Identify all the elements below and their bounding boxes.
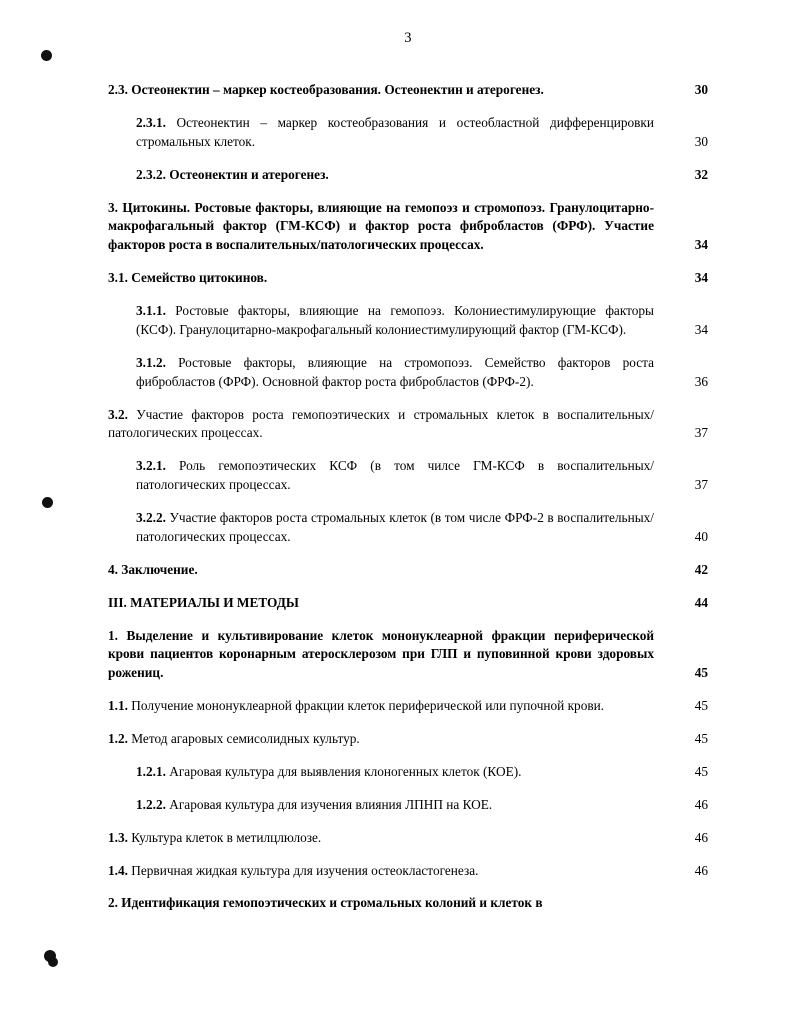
- toc-entry-number: 1.1.: [108, 698, 128, 714]
- toc-entry-title: 1.2.1. Агаровая культура для выявления клоногенных клеток (КОЕ).: [136, 763, 522, 779]
- toc-entry-page: 42: [694, 561, 708, 577]
- toc-entry-number: 3.1.2.: [136, 354, 166, 370]
- toc-entry-title: 1.2.2. Агаровая культура для изучения влияния ЛПНП на КОЕ.: [136, 796, 493, 812]
- toc-entry-title: 2.3.1. Остеонектин – маркер костеобразования и остеобластной дифференцировки стромальных клеток.: [136, 114, 654, 149]
- toc-entry-title: 2.3. Остеонектин – маркер костеобразования. Остеонектин и атерогенез.: [108, 82, 544, 97]
- toc-entry-title: 1. Выделение и культивирование клеток мононуклеарной фракции периферической крови пациентов коронарным атеросклерозом при ГЛП и пуповинной крови здоровых рожениц.: [108, 627, 654, 681]
- toc-entry-number: 3.2.1.: [136, 458, 166, 474]
- toc-entry-page: 34: [694, 270, 708, 286]
- toc-entry-number: 1.3.: [108, 829, 128, 845]
- toc-entry[interactable]: [108, 894, 708, 913]
- toc-entry-number: 1.4.: [108, 862, 128, 878]
- toc-entry[interactable]: [136, 114, 708, 152]
- toc-entry-page: 40: [694, 528, 708, 544]
- toc-entry-page: 45: [694, 698, 708, 714]
- toc-list: [108, 81, 708, 913]
- toc-entry-page: 45: [694, 731, 708, 746]
- toc-entry-title: 3.1.2. Ростовые факторы, влияющие на стромопоэз. Семейство факторов роста фибробластов (ФРФ). Основной фактор роста фибробластов (ФРФ-2).: [136, 354, 654, 389]
- toc-entry[interactable]: [108, 81, 708, 100]
- toc-entry-page: 44: [694, 594, 708, 610]
- toc-entry[interactable]: [136, 354, 708, 392]
- toc-entry-title: 3.1.1. Ростовые факторы, влияющие на гемопоэз. Колониестимулирующие факторы (КСФ). Гранулоцитарно-макрофагальный колониестимулирующий фактор (ГМ-КСФ).: [136, 303, 654, 337]
- toc-entry-title: 4. Заключение.: [108, 561, 198, 577]
- toc-entry[interactable]: [108, 406, 708, 444]
- toc-entry[interactable]: [108, 627, 708, 684]
- scan-mark-icon: [42, 497, 53, 508]
- toc-entry-title: 3.2.2. Участие факторов роста стромальных клеток (в том числе ФРФ-2 в воспалительных/патологических процессах.: [136, 510, 654, 544]
- toc-entry[interactable]: [108, 199, 708, 256]
- toc-entry-title: 3. Цитокины. Ростовые факторы, влияющие на гемопоэз и стромопоэз. Гранулоцитарно-макрофагальный фактор (ГМ-КСФ) и фактор роста фибробластов (ФРФ). Участие факторов роста в воспалительных/патологических процессах.: [108, 199, 654, 253]
- toc-entry[interactable]: [136, 763, 708, 782]
- page-number: 3: [404, 30, 412, 46]
- toc-entry[interactable]: [108, 594, 708, 613]
- toc-entry-number: 3.2.2.: [136, 510, 166, 525]
- toc-entry-title: 1.1. Получение мононуклеарной фракции клеток периферической или пупочной крови.: [108, 698, 605, 714]
- scan-mark-icon: [41, 50, 52, 61]
- toc-entry[interactable]: [136, 796, 708, 815]
- toc-entry-page: 34: [694, 237, 708, 253]
- toc-entry-title: III. МАТЕРИАЛЫ И МЕТОДЫ: [108, 594, 299, 610]
- scan-mark-icon: [48, 957, 58, 967]
- toc-entry-page: 46: [694, 862, 708, 878]
- toc-entry-number: 1.2.: [108, 731, 128, 746]
- toc-entry[interactable]: [136, 457, 708, 495]
- toc-entry-page: 37: [694, 425, 708, 441]
- toc-entry-page: 30: [694, 82, 708, 97]
- toc-entry[interactable]: [108, 730, 708, 749]
- toc-entry-title: 1.4. Первичная жидкая культура для изучения остеокластогенеза.: [108, 862, 479, 878]
- toc-entry[interactable]: [136, 509, 708, 547]
- toc-entry-title: 1.2. Метод агаровых семисолидных культур.: [108, 731, 360, 746]
- toc-entry-number: 1.2.2.: [136, 796, 166, 812]
- toc-entry-page: 45: [694, 763, 708, 779]
- toc-entry-number: 3.1.1.: [136, 303, 166, 318]
- toc-entry-page: 46: [694, 796, 708, 812]
- toc-entry[interactable]: [108, 862, 708, 881]
- toc-entry-title: 3.2. Участие факторов роста гемопоэтических и стромальных клеток в воспалительных/патологических процессах.: [108, 406, 654, 441]
- toc-entry-page: 36: [694, 373, 708, 389]
- toc-entry-title: 2. Идентификация гемопоэтических и стромальных колоний и клеток в: [108, 895, 543, 911]
- toc-entry-page: 30: [694, 133, 708, 149]
- toc-entry[interactable]: [108, 561, 708, 580]
- toc-entry-number: 1.2.1.: [136, 763, 166, 779]
- toc-entry[interactable]: [108, 269, 708, 288]
- toc-entry-number: 3.2.: [108, 406, 128, 422]
- toc-entry-title: 3.2.1. Роль гемопоэтических КСФ (в том чилсе ГМ-КСФ в воспалительных/патологических процессах.: [136, 458, 654, 493]
- toc-entry-page: 32: [694, 166, 708, 182]
- toc-entry[interactable]: [108, 697, 708, 716]
- toc-entry-title: 2.3.2. Остеонектин и атерогенез.: [136, 166, 329, 182]
- toc-entry-number: 2.3.1.: [136, 114, 166, 130]
- toc-entry-page: 45: [694, 665, 708, 681]
- toc-entry-title: 3.1. Семейство цитокинов.: [108, 270, 268, 286]
- toc-entry[interactable]: [108, 829, 708, 848]
- toc-entry-page: 37: [694, 477, 708, 493]
- table-of-contents: [108, 30, 708, 927]
- toc-entry-title: 1.3. Культура клеток в метилцлюлозе.: [108, 829, 322, 845]
- toc-entry[interactable]: [136, 302, 708, 340]
- toc-entry[interactable]: [136, 166, 708, 185]
- toc-entry-page: 46: [694, 829, 708, 845]
- toc-entry-page: 34: [694, 321, 708, 337]
